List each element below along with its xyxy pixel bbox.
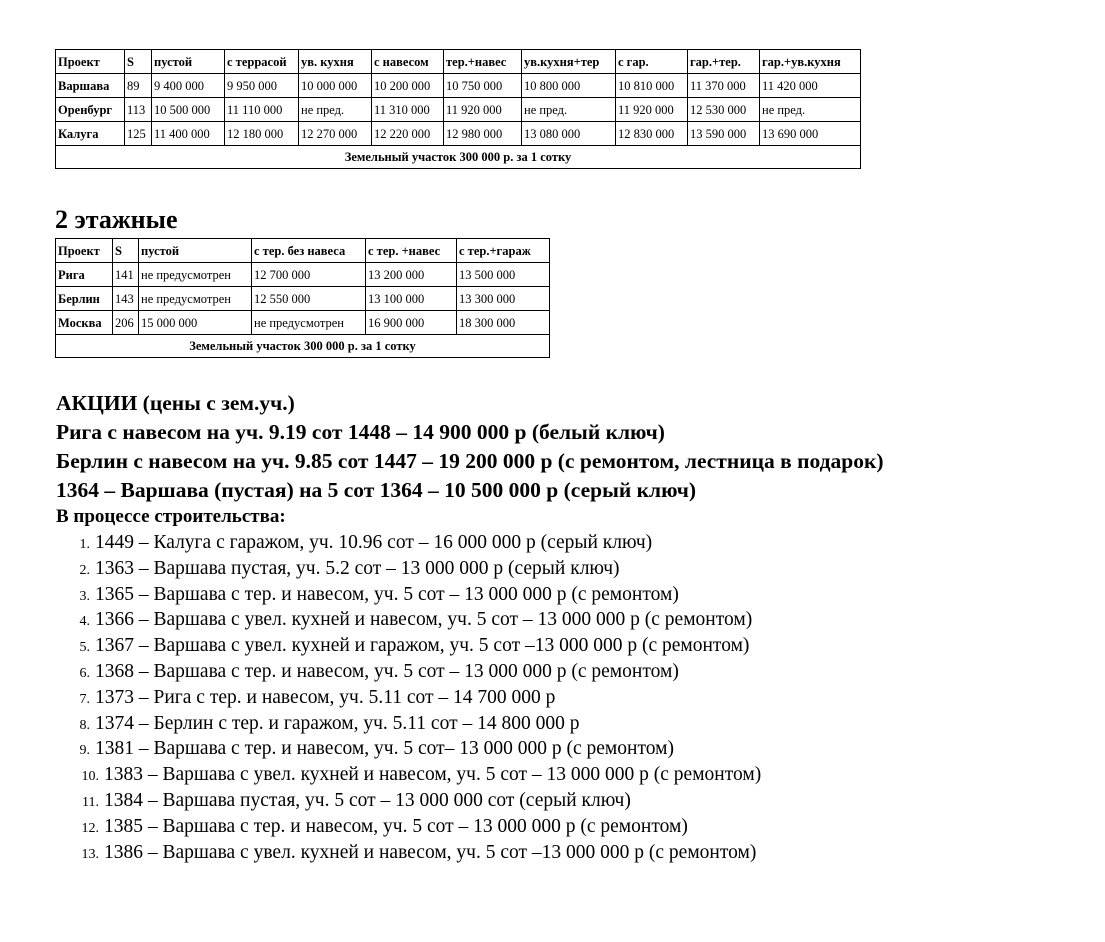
promotion-line: Рига с навесом на уч. 9.19 сот 1448 – 14 900 000 р (белый ключ) — [56, 420, 665, 444]
price-cell: 16 900 000 — [366, 311, 457, 335]
price-cell: 11 920 000 — [616, 98, 688, 122]
list-number: 10. — [81, 769, 99, 785]
project-cell: Оренбург — [56, 98, 125, 122]
table-note-row — [56, 146, 861, 169]
price-cell: 12 220 000 — [372, 122, 444, 146]
list-item-text: 1374 – Берлин с тер. и гаражом, уч. 5.11 сот – 14 800 000 р — [95, 712, 580, 734]
list-number: 6. — [79, 665, 90, 681]
table-header-row — [56, 50, 861, 74]
table-row — [56, 122, 861, 146]
header-cell: S — [113, 239, 139, 263]
header-cell: ув.кухня+тер — [522, 50, 616, 74]
price-cell: 11 920 000 — [444, 98, 522, 122]
list-item-text: 1368 – Варшава с тер. и навесом, уч. 5 сот – 13 000 000 р (с ремонтом) — [95, 660, 679, 682]
area-cell: 125 — [125, 122, 152, 146]
price-cell: 10 810 000 — [616, 74, 688, 98]
list-item-text: 1449 – Калуга с гаражом, уч. 10.96 сот – 16 000 000 р (серый ключ) — [95, 532, 653, 553]
price-cell: 12 980 000 — [444, 122, 522, 146]
price-cell: 13 300 000 — [457, 287, 550, 311]
table-row — [56, 98, 861, 122]
list-item — [0, 530, 761, 556]
list-item-text: 1381 – Варшава с тер. и навесом, уч. 5 сот– 13 000 000 р (с ремонтом) — [95, 738, 674, 760]
list-number: 12. — [81, 820, 99, 836]
header-cell: с тер. без навеса — [252, 239, 366, 263]
price-cell: 13 100 000 — [366, 287, 457, 311]
price-cell: 13 690 000 — [760, 122, 861, 146]
header-cell: гар.+тер. — [688, 50, 760, 74]
header-cell: пустой — [139, 239, 252, 263]
table-row — [56, 74, 861, 98]
price-cell: 12 700 000 — [252, 263, 366, 287]
price-cell: 12 830 000 — [616, 122, 688, 146]
list-item — [0, 556, 761, 582]
list-number: 7. — [79, 691, 90, 707]
construction-heading: В процессе строительства: — [56, 506, 286, 527]
price-cell: не предусмотрен — [139, 263, 252, 287]
header-cell: Проект — [56, 50, 125, 74]
project-cell: Москва — [56, 311, 113, 335]
price-cell: 12 550 000 — [252, 287, 366, 311]
header-cell: с навесом — [372, 50, 444, 74]
price-cell: 10 800 000 — [522, 74, 616, 98]
price-cell: не предусмотрен — [139, 287, 252, 311]
price-cell: 11 110 000 — [225, 98, 299, 122]
price-cell: 10 200 000 — [372, 74, 444, 98]
header-cell: с террасой — [225, 50, 299, 74]
construction-list — [0, 530, 761, 865]
list-item — [0, 659, 761, 685]
list-item — [0, 607, 761, 633]
header-cell: ув. кухня — [299, 50, 372, 74]
promotion-line: Берлин с навесом на уч. 9.85 сот 1447 – 19 200 000 р (с ремонтом, лестница в подарок) — [56, 449, 884, 473]
project-cell: Берлин — [56, 287, 113, 311]
area-cell: 206 — [113, 311, 139, 335]
header-cell: с тер. +навес — [366, 239, 457, 263]
list-item — [0, 685, 761, 711]
header-cell: гар.+ув.кухня — [760, 50, 861, 74]
project-cell: Калуга — [56, 122, 125, 146]
price-cell: 18 300 000 — [457, 311, 550, 335]
price-cell: 9 400 000 — [152, 74, 225, 98]
list-number: 11. — [82, 794, 99, 810]
price-cell: не пред. — [760, 98, 861, 122]
price-cell: 13 200 000 — [366, 263, 457, 287]
promotion-line: 1364 – Варшава (пустая) на 5 сот 1364 – 10 500 000 р (серый ключ) — [56, 478, 697, 502]
list-number: 1. — [79, 537, 90, 552]
list-item — [0, 633, 761, 659]
two-story-price-table — [55, 238, 550, 358]
area-cell: 141 — [113, 263, 139, 287]
table-row — [56, 263, 550, 287]
header-cell: Проект — [56, 239, 113, 263]
one-story-price-table — [55, 49, 861, 169]
list-item — [0, 840, 761, 866]
two-story-heading: 2 этажные — [55, 205, 178, 234]
list-number: 2. — [79, 562, 90, 578]
price-cell: 11 420 000 — [760, 74, 861, 98]
header-cell: с тер.+гараж — [457, 239, 550, 263]
table-row — [56, 311, 550, 335]
list-item — [0, 788, 761, 814]
list-number: 3. — [79, 588, 90, 604]
header-cell: S — [125, 50, 152, 74]
price-cell: 12 180 000 — [225, 122, 299, 146]
land-price-note: Земельный участок 300 000 р. за 1 сотку — [56, 335, 550, 358]
list-number: 5. — [79, 640, 90, 656]
list-item-text: 1367 – Варшава с увел. кухней и гаражом, уч. 5 сот –13 000 000 р (с ремонтом) — [95, 635, 750, 657]
list-item — [0, 711, 761, 737]
price-cell: 15 000 000 — [139, 311, 252, 335]
table-note-row — [56, 335, 550, 358]
list-number: 13. — [81, 846, 99, 862]
table-header-row — [56, 239, 550, 263]
price-cell: 12 270 000 — [299, 122, 372, 146]
header-cell: пустой — [152, 50, 225, 74]
list-item — [0, 736, 761, 762]
area-cell: 113 — [125, 98, 152, 122]
header-cell: тер.+навес — [444, 50, 522, 74]
project-cell: Рига — [56, 263, 113, 287]
price-cell: 13 080 000 — [522, 122, 616, 146]
price-cell: 11 370 000 — [688, 74, 760, 98]
list-item — [0, 762, 761, 788]
price-cell: не пред. — [522, 98, 616, 122]
price-cell: не предусмотрен — [252, 311, 366, 335]
price-cell: 13 500 000 — [457, 263, 550, 287]
price-cell: 11 310 000 — [372, 98, 444, 122]
list-item — [0, 814, 761, 840]
list-number: 4. — [79, 614, 90, 630]
list-number: 9. — [79, 743, 90, 759]
price-cell: 13 590 000 — [688, 122, 760, 146]
land-price-note: Земельный участок 300 000 р. за 1 сотку — [56, 146, 861, 169]
list-item-text: 1365 – Варшава с тер. и навесом, уч. 5 сот – 13 000 000 р (с ремонтом) — [95, 583, 679, 605]
price-cell: 9 950 000 — [225, 74, 299, 98]
header-cell: с гар. — [616, 50, 688, 74]
list-item — [0, 582, 761, 608]
promotions-heading: АКЦИИ (цены с зем.уч.) — [56, 391, 295, 415]
list-item-text: 1366 – Варшава с увел. кухней и навесом, уч. 5 сот – 13 000 000 р (с ремонтом) — [95, 609, 753, 631]
list-number: 8. — [79, 717, 90, 733]
list-item-text: 1383 – Варшава с увел. кухней и навесом, уч. 5 сот – 13 000 000 р (с ремонтом) — [104, 764, 762, 786]
price-cell: не пред. — [299, 98, 372, 122]
table-row — [56, 287, 550, 311]
list-item-text: 1384 – Варшава пустая, уч. 5 сот – 13 000 000 сот (серый ключ) — [104, 789, 631, 811]
price-cell: 10 750 000 — [444, 74, 522, 98]
price-cell: 11 400 000 — [152, 122, 225, 146]
area-cell: 89 — [125, 74, 152, 98]
price-cell: 10 000 000 — [299, 74, 372, 98]
price-cell: 12 530 000 — [688, 98, 760, 122]
area-cell: 143 — [113, 287, 139, 311]
project-cell: Варшава — [56, 74, 125, 98]
list-item-text: 1386 – Варшава с увел. кухней и навесом, уч. 5 сот –13 000 000 р (с ремонтом) — [104, 841, 757, 863]
price-cell: 10 500 000 — [152, 98, 225, 122]
list-item-text: 1385 – Варшава с тер. и навесом, уч. 5 сот – 13 000 000 р (с ремонтом) — [104, 815, 688, 837]
list-item-text: 1373 – Рига с тер. и навесом, уч. 5.11 сот – 14 700 000 р — [95, 686, 556, 708]
list-item-text: 1363 – Варшава пустая, уч. 5.2 сот – 13 000 000 р (серый ключ) — [95, 557, 620, 579]
